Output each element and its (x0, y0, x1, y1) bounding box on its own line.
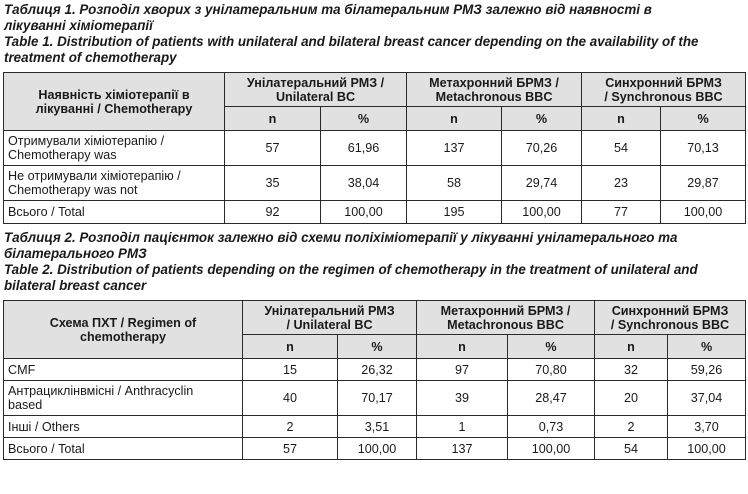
table1-subheader-pct: % (321, 107, 407, 131)
table1-subheader-n: n (225, 107, 321, 131)
cell: 100,00 (668, 438, 746, 460)
table-row (4, 201, 746, 224)
cell: 70,26 (502, 131, 582, 166)
table2-subheader-pct: % (338, 335, 417, 359)
table2-group-header: Синхронний БРМЗ / Synchronous BBC (595, 301, 746, 335)
table1-group-header: Метахронний БРМЗ / Metachronous BBC (407, 73, 582, 107)
cell: 2 (243, 416, 338, 438)
table2-subheader-n: n (417, 335, 508, 359)
cell: 32 (595, 359, 668, 381)
cell: 3,70 (668, 416, 746, 438)
row-label: Інші / Others (4, 416, 243, 438)
cell: 195 (407, 201, 502, 224)
table-row (4, 166, 746, 201)
cell: 61,96 (321, 131, 407, 166)
table2-subheader-pct: % (668, 335, 746, 359)
cell: 70,80 (508, 359, 595, 381)
table2-subheader-n: n (243, 335, 338, 359)
cell: 57 (243, 438, 338, 460)
cell: 28,47 (508, 381, 595, 416)
cell: 29,74 (502, 166, 582, 201)
row-label: Всього / Total (4, 438, 243, 460)
table2-caption-en: Table 2. Distribution of patients depending on the regimen of chemotherapy in the treatment of unilateral and bilateral breast cancer (4, 262, 698, 293)
cell: 100,00 (321, 201, 407, 224)
table-row (4, 359, 746, 381)
cell: 38,04 (321, 166, 407, 201)
table-row (4, 131, 746, 166)
cell: 35 (225, 166, 321, 201)
cell: 54 (582, 131, 661, 166)
row-label: Отримували хіміотерапію / Chemotherapy was (4, 131, 225, 166)
table1-subheader-pct: % (661, 107, 746, 131)
cell: 57 (225, 131, 321, 166)
cell: 20 (595, 381, 668, 416)
table2-subheader-pct: % (508, 335, 595, 359)
cell: 100,00 (338, 438, 417, 460)
cell: 77 (582, 201, 661, 224)
table2-group-header: Метахронний БРМЗ / Metachronous BBC (417, 301, 595, 335)
cell: 39 (417, 381, 508, 416)
cell: 0,73 (508, 416, 595, 438)
cell: 15 (243, 359, 338, 381)
table-row (4, 381, 746, 416)
row-label: CMF (4, 359, 243, 381)
cell: 100,00 (661, 201, 746, 224)
cell: 100,00 (502, 201, 582, 224)
table1-group-header: Унілатеральний РМЗ / Unilateral BC (225, 73, 407, 107)
table1-subheader-pct: % (502, 107, 582, 131)
cell: 70,13 (661, 131, 746, 166)
cell: 29,87 (661, 166, 746, 201)
cell: 37,04 (668, 381, 746, 416)
table-row (4, 416, 746, 438)
table1-subheader-n: n (407, 107, 502, 131)
cell: 137 (407, 131, 502, 166)
cell: 26,32 (338, 359, 417, 381)
cell: 54 (595, 438, 668, 460)
cell: 92 (225, 201, 321, 224)
table2-group-header: Унілатеральний РМЗ / Unilateral BC (243, 301, 417, 335)
row-label: Всього / Total (4, 201, 225, 224)
table2-row-header: Схема ПХТ / Regimen of chemotherapy (4, 301, 243, 359)
table-row (4, 438, 746, 460)
cell: 100,00 (508, 438, 595, 460)
cell: 2 (595, 416, 668, 438)
cell: 137 (417, 438, 508, 460)
table2 (3, 300, 746, 460)
cell: 1 (417, 416, 508, 438)
row-label: Не отримували хіміотерапію / Chemotherapy was not (4, 166, 225, 201)
table1 (3, 72, 746, 224)
table1-row-header: Наявність хіміотерапії в лікуванні / Chemotherapy (4, 73, 225, 131)
row-label: Антрациклінвмісні / Anthracyclin based (4, 381, 243, 416)
cell: 58 (407, 166, 502, 201)
cell: 23 (582, 166, 661, 201)
cell: 59,26 (668, 359, 746, 381)
cell: 70,17 (338, 381, 417, 416)
table1-caption-en: Table 1. Distribution of patients with unilateral and bilateral breast cancer depending on the availability of the treatment of chemotherapy (4, 34, 699, 65)
cell: 97 (417, 359, 508, 381)
table1-group-header: Синхронний БРМЗ / Synchronous BBC (582, 73, 746, 107)
cell: 40 (243, 381, 338, 416)
table2-caption-ua: Таблиця 2. Розподіл пацієнток залежно від схеми поліхіміотерапії у лікуванні унілатерального та білатерального РМЗ (4, 230, 678, 261)
table1-subheader-n: n (582, 107, 661, 131)
table1-caption-ua: Таблиця 1. Розподіл хворих з унілатеральним та білатеральним РМЗ залежно від наявності в лікуванні хіміотерапії (4, 2, 652, 33)
cell: 3,51 (338, 416, 417, 438)
table2-subheader-n: n (595, 335, 668, 359)
